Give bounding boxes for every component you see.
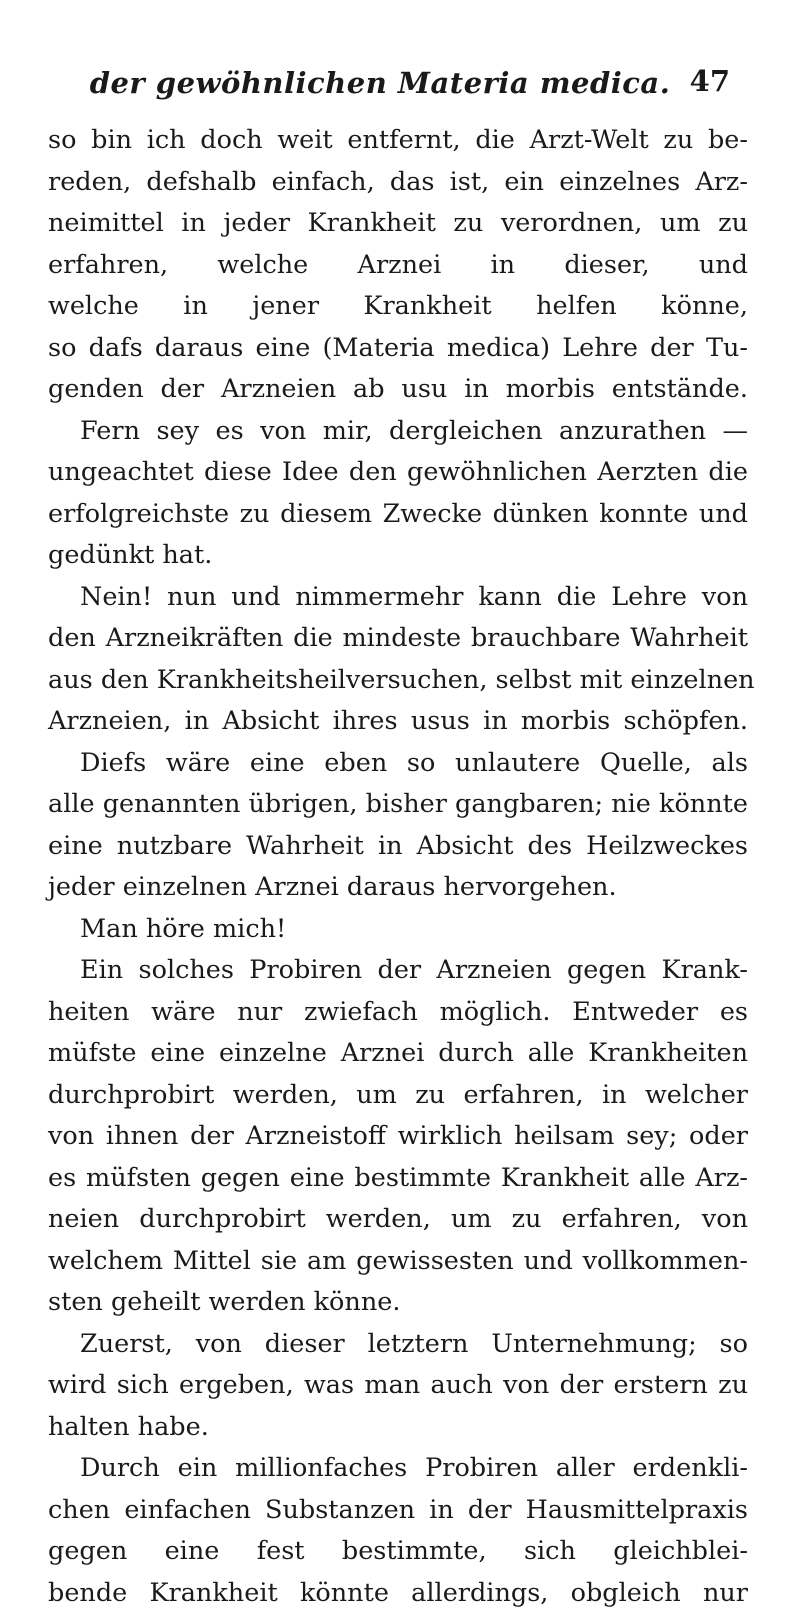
text-line: ungeachtet diese Idee den gewöhnlichen Aerzten die xyxy=(48,452,748,494)
text-line: eine nutzbare Wahrheit in Absicht des Heilzweckes xyxy=(48,826,748,868)
text-line: aus den Krankheitsheilversuchen, selbst mit einzelnen xyxy=(48,660,748,702)
text-line: reden, defshalb einfach, das ist, ein einzelnes Arz- xyxy=(48,162,748,204)
text-line: von ihnen der Arzneistoff wirklich heilsam sey; oder xyxy=(48,1116,748,1158)
text-line: Nein! nun und nimmermehr kann die Lehre von xyxy=(48,577,748,619)
text-line: gegen eine fest bestimmte, sich gleichblei- xyxy=(48,1531,748,1573)
text-line: sten geheilt werden könne. xyxy=(48,1282,748,1324)
text-line: Fern sey es von mir, dergleichen anzurathen — xyxy=(48,411,748,453)
text-line: welchem Mittel sie am gewissesten und vollkommen- xyxy=(48,1241,748,1283)
text-line: Arzneien, in Absicht ihres usus in morbis schöpfen. xyxy=(48,701,748,743)
page-number: 47 xyxy=(690,64,730,98)
text-line: erfahren, welche Arznei in dieser, und xyxy=(48,245,748,287)
text-line: halten habe. xyxy=(48,1407,748,1449)
text-line: Ein solches Probiren der Arzneien gegen Krank- xyxy=(48,950,748,992)
text-line: neien durchprobirt werden, um zu erfahren, von xyxy=(48,1199,748,1241)
text-line: welche in jener Krankheit helfen könne, xyxy=(48,286,748,328)
text-line: alle genannten übrigen, bisher gangbaren; nie könnte xyxy=(48,784,748,826)
running-head xyxy=(60,60,740,108)
text-line: gedünkt hat. xyxy=(48,535,748,577)
text-line: so dafs daraus eine (Materia medica) Lehre der Tu- xyxy=(48,328,748,370)
text-line: bende Krankheit könnte allerdings, obgleich nur xyxy=(48,1573,748,1614)
text-line: den Arzneikräften die mindeste brauchbare Wahrheit xyxy=(48,618,748,660)
running-head-title: der gewöhnlichen Materia medica. xyxy=(60,66,700,100)
text-line: jeder einzelnen Arznei daraus hervorgehen. xyxy=(48,867,748,909)
text-line: müfste eine einzelne Arznei durch alle Krankheiten xyxy=(48,1033,748,1075)
text-line: es müfsten gegen eine bestimmte Krankheit alle Arz- xyxy=(48,1158,748,1200)
text-line: Diefs wäre eine eben so unlautere Quelle, als xyxy=(48,743,748,785)
text-line: so bin ich doch weit entfernt, die Arzt-Welt zu be- xyxy=(48,120,748,162)
text-line: heiten wäre nur zwiefach möglich. Entweder es xyxy=(48,992,748,1034)
text-line: genden der Arzneien ab usu in morbis entstände. xyxy=(48,369,748,411)
text-line: wird sich ergeben, was man auch von der erstern zu xyxy=(48,1365,748,1407)
text-line: neimittel in jeder Krankheit zu verordnen, um zu xyxy=(48,203,748,245)
text-line: durchprobirt werden, um zu erfahren, in welcher xyxy=(48,1075,748,1117)
text-line: erfolgreichste zu diesem Zwecke dünken konnte und xyxy=(48,494,748,536)
text-line: chen einfachen Substanzen in der Hausmittelpraxis xyxy=(48,1490,748,1532)
body-text xyxy=(48,120,748,1614)
text-line: Durch ein millionfaches Probiren aller erdenkli- xyxy=(48,1448,748,1490)
text-line: Zuerst, von dieser letztern Unternehmung; so xyxy=(48,1324,748,1366)
text-line: Man höre mich! xyxy=(48,909,748,951)
